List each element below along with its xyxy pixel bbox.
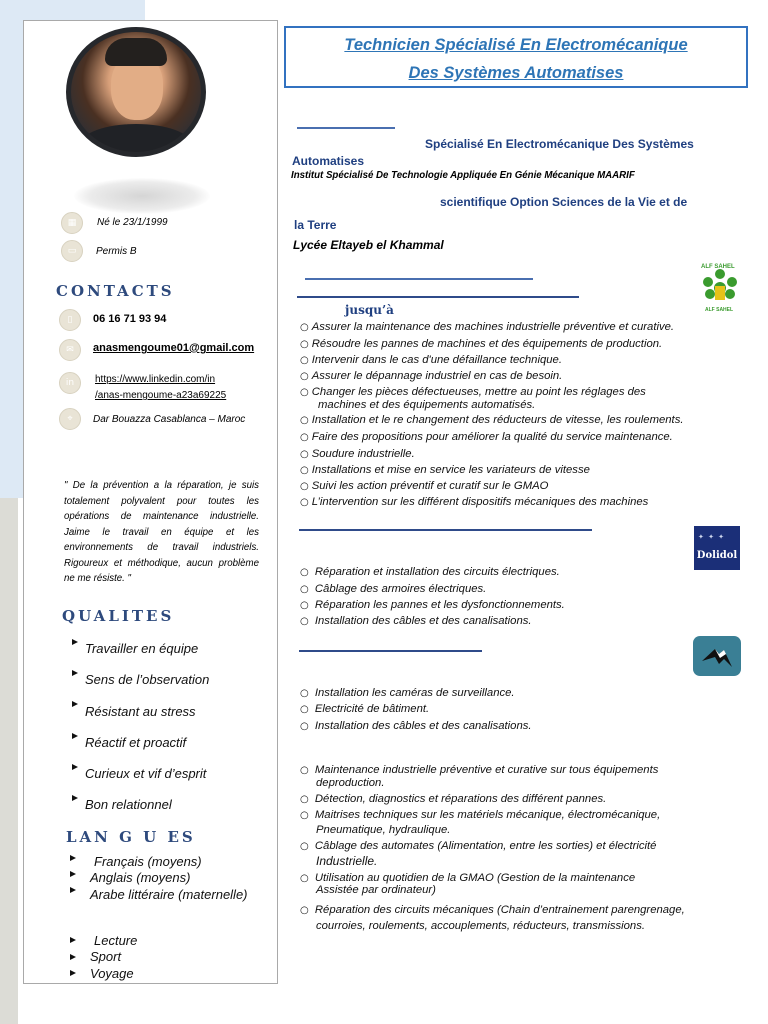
contacts-heading: CONTACTS — [56, 282, 175, 300]
exp1-item: ○ Résoudre les pannes de machines et des équipements de production. — [300, 338, 663, 350]
linkedin-link-line2[interactable]: /anas-mengoume-a23a69225 — [95, 390, 227, 401]
diploma-2-line2: la Terre — [294, 218, 337, 232]
exp3-item: ○ Electricité de bâtiment. — [300, 703, 430, 715]
company-logo — [693, 636, 741, 676]
exp4-item-cont: Assistée par ordinateur) — [316, 884, 436, 896]
phone-number[interactable]: 06 16 71 93 94 — [93, 313, 167, 325]
profile-photo — [66, 27, 206, 157]
alf-sahel-logo-text-top: ALF SAHEL — [701, 264, 735, 270]
background-strip — [0, 498, 18, 1024]
bullet-triangle-icon — [72, 670, 78, 676]
exp4-item: ○ Maintenance industrielle préventive et curative sur tous équipements — [300, 764, 659, 776]
exp4-item-cont: Pneumatique, hydraulique. — [316, 824, 451, 836]
exp2-item: ○ Installation des câbles et des canalisations. — [300, 615, 532, 627]
section-rule — [297, 127, 395, 129]
langue-item: Arabe littéraire (maternelle) — [90, 887, 248, 902]
exp1-item: ○ Installations et mise en service les variateurs de vitesse — [300, 464, 590, 476]
exp1-item: ○ Assurer la maintenance des machines industrielle préventive et curative. — [300, 321, 675, 333]
section-rule — [299, 529, 592, 531]
bullet-triangle-icon — [72, 764, 78, 770]
phone-icon: ▯ — [59, 309, 81, 331]
bullet-triangle-icon — [70, 855, 76, 861]
exp1-item: ○ Changer les pièces défectueuses, mettre au point les réglages des — [300, 386, 646, 398]
exp2-item: ○ Réparation les pannes et les dysfonctionnements. — [300, 599, 565, 611]
job-title-line2: Des Systèmes Automatises — [408, 64, 624, 82]
exp4-item: ○ Utilisation au quotidien de la GMAO (Gestion de la maintenance — [300, 872, 636, 884]
bullet-triangle-icon — [70, 970, 76, 976]
langue-item: Français (moyens) — [94, 854, 202, 869]
address: Dar Bouazza Casablanca – Maroc — [93, 414, 246, 425]
dolidol-logo-text: Dolidol — [696, 550, 738, 561]
diploma-2-line1: scientifique Option Sciences de la Vie et de — [440, 195, 688, 209]
qualites-heading: QUALITES — [62, 607, 175, 625]
exp1-item: ○ Suivi les action préventif et curatif sur le GMAO — [300, 480, 549, 492]
bullet-triangle-icon — [70, 954, 76, 960]
bullet-triangle-icon — [70, 937, 76, 943]
qualite-item: Résistant au stress — [85, 704, 196, 719]
job-title-line1: Technicien Spécialisé En Electromécanique — [344, 36, 688, 54]
driving-license: Permis B — [96, 246, 137, 257]
title-box — [284, 26, 748, 88]
exp4-item-cont: Industrielle. — [316, 854, 378, 868]
bullet-triangle-icon — [72, 733, 78, 739]
exp1-item: ○ L’intervention sur les différent dispositifs mécaniques des machines — [300, 496, 649, 508]
bullet-triangle-icon — [70, 887, 76, 893]
section-rule — [299, 650, 482, 652]
exp1-item: ○ Assurer le dépannage industriel en cas de besoin. — [300, 370, 563, 382]
exp4-item-cont: courroies, roulements, accouplements, réducteurs, transmissions. — [316, 920, 646, 932]
exp4-item: ○ Câblage des automates (Alimentation, entre les sorties) et électricité — [300, 840, 657, 852]
id-card-icon: ▭ — [61, 240, 83, 262]
exp1-item: ○ Soudure industrielle. — [300, 448, 415, 460]
exp3-item: ○ Installation des câbles et des canalisations. — [300, 720, 532, 732]
calendar-icon: ▦ — [61, 212, 83, 234]
bullet-triangle-icon — [72, 639, 78, 645]
langues-heading: LAN G U ES — [66, 828, 196, 846]
diploma-1-line2: Automatises — [292, 154, 365, 168]
loisir-item: Lecture — [94, 933, 138, 948]
qualite-item: Sens de l’observation — [85, 672, 210, 687]
bullet-triangle-icon — [72, 795, 78, 801]
location-icon: ⌖ — [59, 408, 81, 430]
dolidol-logo: ✦ ✦ ✦ Dolidol — [694, 526, 740, 570]
qualite-item: Réactif et proactif — [85, 735, 187, 750]
exp3-item: ○ Installation les caméras de surveillance. — [300, 687, 515, 699]
school-2: Lycée Eltayeb el Khammal — [293, 238, 444, 252]
school-1: Institut Spécialisé De Technologie Appliquée En Génie Mécanique MAARIF — [291, 170, 635, 181]
bullet-triangle-icon — [72, 701, 78, 707]
exp4-item: ○ Détection, diagnostics et réparations des différent pannes. — [300, 793, 607, 805]
exp4-item: ○ Réparation des circuits mécaniques (Chain d’entrainement parengrenage, — [300, 904, 685, 916]
qualite-item: Curieux et vif d’esprit — [85, 766, 207, 781]
loisir-item: Voyage — [90, 966, 134, 981]
linkedin-link-line1[interactable]: https://www.linkedin.com/in — [95, 374, 216, 385]
exp2-item: ○ Réparation et installation des circuits électriques. — [300, 566, 560, 578]
email-icon: ✉ — [59, 339, 81, 361]
qualite-item: Travailler en équipe — [85, 641, 199, 656]
birth-date: Né le 23/1/1999 — [97, 217, 168, 228]
qualite-item: Bon relationnel — [85, 797, 172, 812]
langue-item: Anglais (moyens) — [90, 870, 191, 885]
alf-sahel-logo-text-bottom: ALF SAHEL — [705, 307, 734, 313]
exp1-item-cont: machines et des équipements automatisés. — [318, 399, 536, 411]
email-link[interactable]: anasmengoume01@gmail.com — [93, 342, 255, 354]
exp1-item: ○ Installation et le re changement des réducteurs de vitesse, les roulements. — [300, 414, 684, 426]
linkedin-icon: in — [59, 372, 81, 394]
bullet-triangle-icon — [70, 871, 76, 877]
exp4-item-cont: deproduction. — [316, 777, 385, 789]
exp-1-date: jusqu’à — [345, 303, 394, 317]
exp1-item: ○ Faire des propositions pour améliorer la qualité du service maintenance. — [300, 431, 673, 443]
exp1-item: ○ Intervenir dans le cas d'une défaillance technique. — [300, 354, 562, 366]
loisir-item: Sport — [90, 949, 122, 964]
section-rule — [305, 278, 533, 280]
exp4-item: ○ Maitrises techniques sur les matériels mécanique, électromécanique, — [300, 809, 661, 821]
diploma-1-line1: Spécialisé En Electromécanique Des Systèmes — [425, 137, 694, 151]
exp2-item: ○ Câblage des armoires électriques. — [300, 583, 487, 595]
profile-quote: " De la prévention a la réparation, je suis totalement polyvalent pour toutes les opérations de maintenance industrielle. Jaime le travail en équipe et les environnements de travail industriels. Rigoureux et méthodique, aucun problème ne me résiste. " — [64, 480, 259, 584]
section-rule — [297, 296, 579, 298]
photo-shadow — [74, 178, 210, 214]
